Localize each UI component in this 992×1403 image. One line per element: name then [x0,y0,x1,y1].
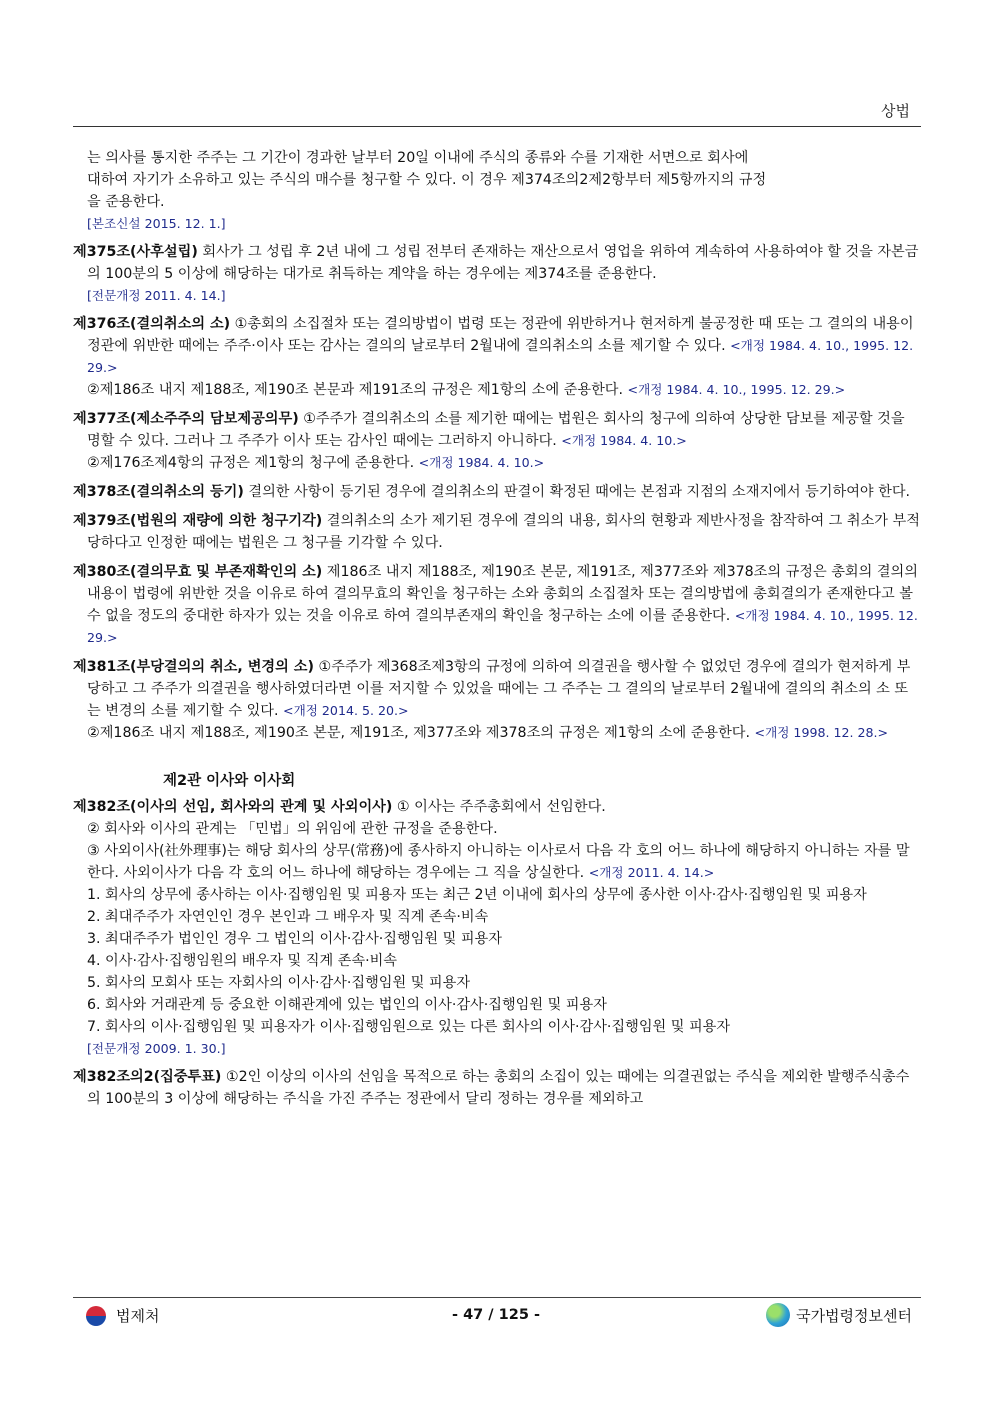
source-name: 국가법령정보센터 [796,1306,912,1325]
list-item: 4. 이사·감사·집행임원의 배우자 및 직계 존속·비속 [87,953,398,969]
paragraph-text: ②제176조제4항의 규정은 제1항의 청구에 준용한다. [87,455,419,471]
article-375-note: [전문개정 2011. 4. 14.] [87,288,226,303]
article-378 [73,481,921,503]
intro-line: 을 준용한다. [87,194,165,210]
article-379 [73,510,921,554]
document-title: 상법 [881,102,910,120]
intro-continuation [73,147,921,213]
article-title: 제375조(사후설립) [73,244,198,260]
document-body [73,147,921,1110]
article-text: 결의한 사항이 등기된 경우에 결의취소의 판결이 확정된 때에는 본점과 지점의 소재지에서 등기하여야 한다. [243,484,911,500]
article-382-2 [73,1066,921,1110]
list-item: 5. 회사의 모회사 또는 자회사의 이사·감사·집행임원 및 피용자 [87,975,471,991]
page-number: - 47 / 125 - [452,1307,540,1323]
article-382-paragraph-2: ② 회사와 이사의 관계는 「민법」의 위임에 관한 규정을 준용한다. [87,821,498,837]
article-title: 제381조(부당결의의 취소, 변경의 소) [73,659,314,675]
article-title: 제382조의2(집중투표) [73,1069,222,1085]
article-382 [73,796,921,818]
article-376 [73,313,921,379]
footer-source [766,1303,912,1327]
article-382-paragraph-3 [73,840,921,884]
article-381-paragraph-2 [73,722,921,744]
amendment-note: <개정 2011. 4. 14.> [588,865,715,880]
article-title: 제378조(결의취소의 등기) [73,484,244,500]
header-divider [73,126,921,127]
intro-line: 대하여 자기가 소유하고 있는 주식의 매수를 청구할 수 있다. 이 경우 제374조의2제2항부터 제5항까지의 규정 [87,172,767,188]
amendment-note: <개정 1984. 4. 10., 1995. 12. 29.> [87,338,914,375]
article-375 [73,241,921,285]
amendment-note: <개정 1984. 4. 10., 1995. 12. 29.> [627,382,846,397]
list-item: 6. 회사와 거래관계 등 중요한 이해관계에 있는 법인의 이사·감사·집행임원 및 피용자 [87,997,607,1013]
amendment-note: <개정 1984. 4. 10.> [561,433,687,448]
list-item: 7. 회사의 이사·집행임원 및 피용자가 이사·집행임원으로 있는 다른 회사의 이사·감사·집행임원 및 피용자 [87,1019,731,1035]
article-title: 제382조(이사의 선임, 회사와의 관계 및 사외이사) [73,799,393,815]
section-heading: 제2관 이사와 이사회 [163,773,296,789]
article-text: ①2인 이상의 이사의 선임을 목적으로 하는 총회의 소집이 있는 때에는 의결권없는 주식을 제외한 발행주식총수의 100분의 3 이상에 해당하는 주식을 가진 주주는 정관에서 달리 정하는 경우를 제외하고 [87,1069,910,1107]
paragraph-text: ②제186조 내지 제188조, 제190조 본문과 제191조의 규정은 제1항의 소에 준용한다. [87,382,628,398]
intro-line: 는 의사를 통지한 주주는 그 기간이 경과한 날부터 20일 이내에 주식의 종류와 수를 기재한 서면으로 회사에 [87,150,749,166]
article-text: ①주주가 결의취소의 소를 제기한 때에는 법원은 회사의 청구에 의하여 상당한 담보를 제공할 것을 명할 수 있다. 그러나 그 주주가 이사 또는 감사인 때에는 그러하지 아니하다. [87,411,905,449]
footer-divider [73,1297,921,1298]
amendment-note: <개정 1998. 12. 28.> [754,725,889,740]
amendment-note: <개정 2014. 5. 20.> [283,703,409,718]
paragraph-text: ③ 사외이사(社外理事)는 해당 회사의 상무(常務)에 종사하지 아니하는 이사로서 다음 각 호의 어느 하나에 해당하지 아니하는 자를 말한다. 사외이사가 다음 각 호의 어느 하나에 해당하는 경우에는 그 직을 상실한다. [87,843,910,881]
globe-logo-icon [766,1303,790,1327]
article-381 [73,656,921,722]
paragraph-text: ②제186조 내지 제188조, 제190조 본문, 제191조, 제377조와 제378조의 규정은 제1항의 소에 준용한다. [87,725,755,741]
article-376-paragraph-2 [73,379,921,401]
list-item: 1. 회사의 상무에 종사하는 이사·집행임원 및 피용자 또는 최근 2년 이내에 회사의 상무에 종사한 이사·감사·집행임원 및 피용자 [87,887,867,903]
article-title: 제376조(결의취소의 소) [73,316,231,332]
article-382-note: [전문개정 2009. 1. 30.] [87,1041,226,1056]
amendment-note: <개정 1984. 4. 10., 1995. 12. 29.> [87,608,918,645]
article-377 [73,408,921,452]
article-text: 제186조 내지 제188조, 제190조 본문, 제191조, 제377조와 제378조의 규정은 총회의 결의의 내용이 법령에 위반한 것을 이유로 하여 결의무효의 확인을 청구하는 소와 총회의 소집절차 또는 결의방법에 총회결의가 존재한다고 볼 수 없을 정도의 중대한 하자가 있는 것을 이유로 하여 결의부존재의 확인을 청구하는 소에 이를 준용한다. [87,564,918,624]
list-item: 3. 최대주주가 법인인 경우 그 법인의 이사·감사·집행임원 및 피용자 [87,931,502,947]
article-380 [73,561,921,649]
article-title: 제379조(법원의 재량에 의한 청구기각) [73,513,323,529]
article-text: 회사가 그 성립 후 2년 내에 그 성립 전부터 존재하는 재산으로서 영업을 위하여 계속하여 사용하여야 할 것을 자본금의 100분의 5 이상에 해당하는 대가로 취득하는 계약을 하는 경우에는 제374조를 준용한다. [87,244,919,282]
article-text: ①총회의 소집절차 또는 결의방법이 법령 또는 정관에 위반하거나 현저하게 불공정한 때 또는 그 결의의 내용이 정관에 위반한 때에는 주주·이사 또는 감사는 결의의 날로부터 2월내에 결의취소의 소를 제기할 수 있다. [87,316,914,354]
article-title: 제380조(결의무효 및 부존재확인의 소) [73,564,323,580]
article-text: ① 이사는 주주총회에서 선임한다. [392,799,606,815]
article-text: 결의취소의 소가 제기된 경우에 결의의 내용, 회사의 현황과 제반사정을 참작하여 그 취소가 부적당하다고 인정한 때에는 법원은 그 청구를 기각할 수 있다. [87,513,920,551]
article-title: 제377조(제소주주의 담보제공의무) [73,411,299,427]
publisher-name: 법제처 [116,1307,160,1325]
list-item: 2. 최대주주가 자연인인 경우 본인과 그 배우자 및 직계 존속·비속 [87,909,489,925]
article-text: ①주주가 제368조제3항의 규정에 의하여 의결권을 행사할 수 없었던 경우에 결의가 현저하게 부당하고 그 주주가 의결권을 행사하였더라면 이를 저지할 수 있었을 때에는 그 주주는 그 결의의 날로부터 2월내에 결의의 취소의 소 또는 변경의 소를 제기할 수 있다. [87,659,911,719]
amendment-note: <개정 1984. 4. 10.> [418,455,545,470]
intro-amendment-note: [본조신설 2015. 12. 1.] [87,216,226,231]
article-377-paragraph-2 [73,452,921,474]
